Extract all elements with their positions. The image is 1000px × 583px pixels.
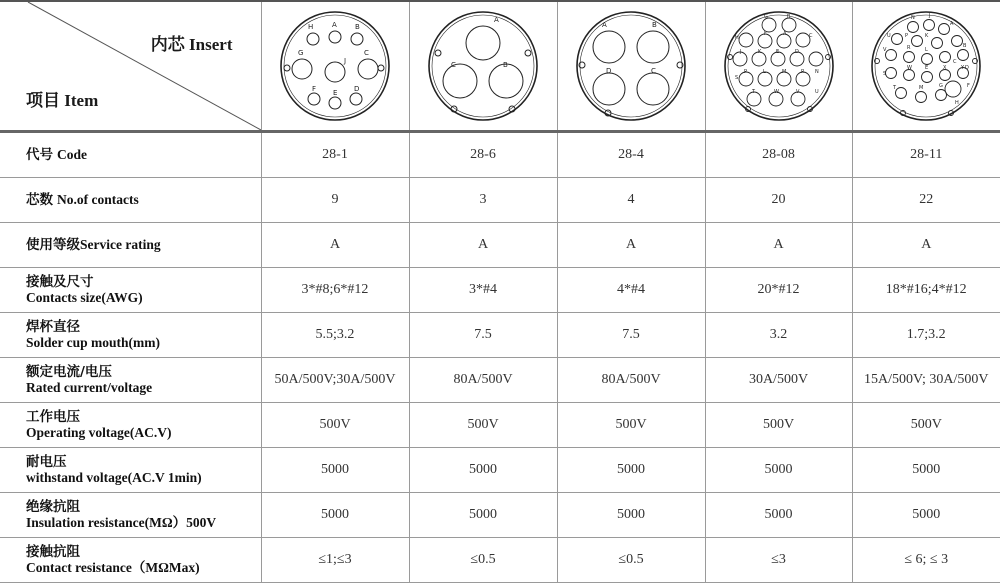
insert-diagram-28-4 (557, 1, 705, 132)
table-cell: 3*#4 (409, 268, 557, 313)
pin-label: T (751, 89, 755, 95)
table-cell: 80A/500V (409, 358, 557, 403)
pin-label: S (883, 71, 887, 77)
table-cell: 5000 (557, 493, 705, 538)
table-cell: 22 (852, 178, 1000, 223)
table-cell: ≤3 (705, 538, 852, 583)
table-row-contacts-size (0, 268, 1000, 313)
pin-label: K (925, 33, 929, 39)
pin-label: G (939, 83, 944, 89)
pin-label: D (794, 49, 799, 55)
table-cell: A (852, 223, 1000, 268)
insert-diagram-28-11 (852, 1, 1000, 132)
table-cell: 5000 (557, 448, 705, 493)
table-cell: 30A/500V (705, 358, 852, 403)
table-cell: 3 (409, 178, 557, 223)
table-cell: 5.5;3.2 (261, 313, 409, 358)
row-label: 使用等级Service rating (0, 223, 261, 268)
table-cell: 7.5 (557, 313, 705, 358)
pin-label: C (451, 61, 456, 69)
pin-label: J (344, 57, 347, 65)
table-cell: 4*#4 (557, 268, 705, 313)
insert-layout-28-6 (424, 7, 542, 125)
table-cell: 500V (409, 403, 557, 448)
insert-diagram-28-6 (409, 1, 557, 132)
pin-label: M (781, 69, 786, 75)
pin-label: C (651, 67, 656, 75)
table-row-contacts (0, 178, 1000, 223)
table-cell: 80A/500V (557, 358, 705, 403)
table-cell: 5000 (852, 493, 1000, 538)
row-label: 焊杯直径 Solder cup mouth(mm) (0, 313, 261, 358)
pin-label: N (911, 15, 915, 21)
table-cell: 500V (852, 403, 1000, 448)
pin-label: A (332, 21, 337, 29)
pin-label: V (883, 47, 887, 53)
insert-diagram-28-1 (261, 1, 409, 132)
row-label: 芯数 No.of contacts (0, 178, 261, 223)
table-cell: A (705, 223, 852, 268)
pin-label: B (503, 61, 508, 69)
table-cell: 5000 (705, 448, 852, 493)
table-cell: A (261, 223, 409, 268)
pin-label: J (739, 49, 741, 55)
table-cell: 20*#12 (705, 268, 852, 313)
table-cell: 5000 (261, 493, 409, 538)
table-cell: 7.5 (409, 313, 557, 358)
pin-label: Y (961, 65, 965, 71)
table-cell: 5000 (409, 448, 557, 493)
pin-label: F (312, 85, 317, 93)
table-row-insulation-resistance (0, 493, 1000, 538)
row-label: 代号 Code (0, 132, 261, 178)
table-row-operating-voltage (0, 403, 1000, 448)
pin-label: B (963, 43, 967, 49)
pin-label: B (652, 21, 657, 29)
table-row-solder-cup (0, 313, 1000, 358)
table-cell: ≤0.5 (409, 538, 557, 583)
pin-label: F (967, 83, 971, 89)
table-cell: 4 (557, 178, 705, 223)
pin-label: R (800, 69, 804, 75)
pin-label: F (763, 31, 767, 37)
insert-layout-28-4 (572, 7, 690, 125)
pin-label: H (734, 35, 739, 41)
pin-label: D (354, 85, 360, 93)
pin-label: V (795, 89, 799, 95)
row-label: 额定电流/电压 Rated current/voltage (0, 358, 261, 403)
header-row (0, 1, 1000, 132)
table-cell: 18*#16;4*#12 (852, 268, 1000, 313)
pin-label: A (602, 21, 607, 29)
table-cell: ≤0.5 (557, 538, 705, 583)
table-row-code (0, 132, 1000, 178)
pin-label: L (925, 47, 929, 53)
table-cell: 3.2 (705, 313, 852, 358)
pin-label: P (743, 69, 747, 75)
pin-label: W (773, 89, 779, 95)
table-cell: 5000 (705, 493, 852, 538)
table-cell: ≤1;≤3 (261, 538, 409, 583)
table-cell: 500V (261, 403, 409, 448)
table-cell: 28-11 (852, 132, 1000, 178)
insert-diagram-28-08 (705, 1, 852, 132)
table-row-rated-current (0, 358, 1000, 403)
table-cell: 3*#8;6*#12 (261, 268, 409, 313)
pin-label: B (786, 14, 790, 20)
table-cell: 5000 (852, 448, 1000, 493)
pin-label: D (606, 67, 612, 75)
pin-label: H (955, 100, 960, 106)
pin-label: J (929, 13, 931, 19)
table-cell: 20 (705, 178, 852, 223)
table-cell: 28-4 (557, 132, 705, 178)
table-row-contact-resistance (0, 538, 1000, 583)
table-cell: 5000 (409, 493, 557, 538)
pin-label: P (905, 33, 909, 39)
corner-header-cell (0, 1, 261, 132)
pin-label: E (925, 65, 929, 71)
table-cell: 28-08 (705, 132, 852, 178)
table-row-service-rating (0, 223, 1000, 268)
table-cell: 28-6 (409, 132, 557, 178)
insert-layout-28-11 (867, 7, 985, 125)
pin-label: G (763, 14, 768, 20)
table-cell: A (409, 223, 557, 268)
pin-label: W (907, 65, 913, 71)
pin-label: D (965, 65, 970, 71)
table-cell: 9 (261, 178, 409, 223)
pin-label: L (762, 69, 766, 75)
table-cell: 15A/500V; 30A/500V (852, 358, 1000, 403)
insert-header-label: 内芯 Insert (150, 35, 233, 55)
pin-label: A (950, 21, 954, 27)
row-label: 接触及尺寸 Contacts size(AWG) (0, 268, 261, 313)
pin-label: N (814, 69, 819, 75)
table-cell: 50A/500V;30A/500V (261, 358, 409, 403)
table-cell: A (557, 223, 705, 268)
pin-label: M (919, 85, 924, 91)
table-cell: 5000 (261, 448, 409, 493)
pin-label: C (808, 33, 812, 39)
table-cell: 500V (705, 403, 852, 448)
pin-label: U (887, 33, 891, 39)
pin-label: C (364, 49, 369, 57)
table-row-withstand-voltage (0, 448, 1000, 493)
pin-label: X (943, 65, 947, 71)
row-label: 工作电压 Operating voltage(AC.V) (0, 403, 261, 448)
insert-layout-28-1 (276, 7, 394, 125)
pin-label: R (907, 45, 911, 51)
pin-label: T (893, 85, 897, 91)
pin-label: S (734, 75, 738, 81)
pin-label: A (782, 31, 786, 37)
insert-layout-28-08 (720, 7, 838, 125)
table-cell: 28-1 (261, 132, 409, 178)
pin-label: C (953, 59, 957, 65)
pin-label: B (355, 23, 360, 31)
row-label: 接触抗阻 Contact resistance（MΩMax) (0, 538, 261, 583)
item-header-label: 项目 Item (26, 91, 99, 111)
pin-label: A (494, 16, 499, 24)
pin-label: U (814, 89, 819, 95)
row-label: 耐电压 withstand voltage(AC.V 1min) (0, 448, 261, 493)
pin-label: H (308, 23, 314, 31)
pin-label: G (298, 49, 304, 57)
pin-label: K (757, 49, 761, 55)
table-cell: ≤ 6; ≤ 3 (852, 538, 1000, 583)
pin-label: E (775, 49, 779, 55)
table-cell: 500V (557, 403, 705, 448)
row-label: 绝缘抗阻 Insulation resistance(MΩ）500V (0, 493, 261, 538)
pin-label: E (333, 89, 338, 97)
table-cell: 1.7;3.2 (852, 313, 1000, 358)
